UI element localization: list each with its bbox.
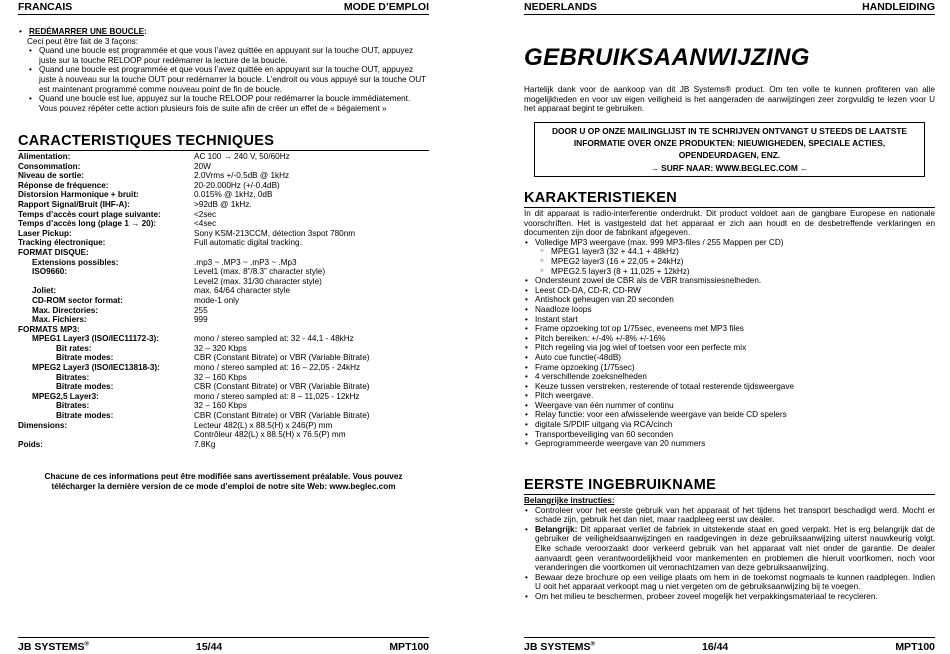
list-item: [524, 525, 935, 573]
spec-value: <2sec: [194, 209, 217, 219]
spec-label: Max. Directories:: [32, 305, 98, 315]
features-intro: In dit apparaat is radio-interferentie onderdrukt. Dit product voldoet aan de gangbare Europese en nationale voorschriften. Het is vastgesteld dat het apparaat er zich aan houdt en de desbetreffende verklaringen en documenten zijn door de fabrikant afgegeven.: [524, 209, 935, 238]
spec-label: Bitrate modes:: [56, 353, 114, 363]
page-number: 15/44: [196, 641, 223, 653]
list-item: ○ MPEG1 layer3 (32 + 44,1 + 48kHz): [535, 247, 935, 257]
spec-value: Full automatic digital tracking.: [194, 238, 302, 248]
spec-label: ISO9660:: [32, 267, 68, 277]
spec-label: Alimentation:: [18, 152, 71, 161]
spec-label: Joliet:: [32, 286, 57, 296]
list-item: • Antishock geheugen van 20 seconden: [524, 295, 935, 305]
language-label: FRANCAIS: [18, 1, 73, 13]
spec-row: [18, 306, 429, 316]
list-item: • Quand une boucle est programmée et que vous l’avez quittée en appuyant sur la touche OUT, appuyez juste sur la touche RELOOP pour redémarrer la lecture de la boucle.: [28, 46, 429, 65]
list-item: • Pitch regeling via jog wiel of toetsen voor een perfecte mix: [524, 343, 935, 353]
spec-row: [18, 248, 429, 258]
reloop-intro: Ceci peut être fait de 3 façons:: [27, 36, 139, 46]
spec-value: 20-20.000Hz (+/-0.4dB): [194, 180, 280, 190]
list-item: • 4 verschillende zoeksnelheden: [524, 372, 935, 382]
list-item: [524, 592, 935, 602]
spec-row: [18, 401, 429, 411]
item-bold-lead: Belangrijk:: [535, 524, 578, 534]
features-section: [524, 190, 935, 449]
spec-label: Temps d’accès court plage suivante:: [18, 209, 161, 219]
spec-row: [18, 421, 429, 431]
item-text: Bewaar deze brochure op een veilige plaats om hem in de toekomst nogmaals te kunnen raadplegen. Indien U ooit het apparaat verkoopt mag u niet vergeten om de gebruiksaanwijzing bij te voegen.: [535, 572, 935, 592]
spec-label: Bitrate modes:: [56, 411, 114, 421]
spec-label: Distorsion Harmonique + bruit:: [18, 190, 139, 200]
mpeg-sublist: [524, 247, 935, 276]
language-label: NEDERLANDS: [524, 1, 597, 13]
footer-model: MPT100: [389, 641, 429, 653]
spec-value: 32 – 320 Kbps: [194, 343, 247, 353]
features-title: KARAKTERISTIEKEN: [524, 190, 935, 208]
spec-label: MPEG2,5 Layer3:: [32, 391, 99, 401]
spec-value: 2.0Vrms +/-0.5dB @ 1kHz: [194, 171, 290, 181]
spec-label: MPEG2 Layer3 (ISO/IEC13818-3):: [32, 363, 160, 373]
spec-label: Rapport Signal/Bruit (IHF-A):: [18, 199, 130, 209]
spec-value: <4sec: [194, 219, 217, 229]
spec-row: [18, 353, 429, 363]
spec-row: [18, 334, 429, 344]
spec-value: mono / stereo sampled at: 16 – 22,05 - 24kHz: [194, 363, 361, 373]
spec-label: Réponse de fréquence:: [18, 180, 109, 190]
spec-label: FORMATS MP3:: [18, 324, 80, 334]
spec-value: CBR (Constant Bitrate) or VBR (Variable Bitrate): [194, 411, 370, 421]
list-item: • Transportbeveiliging van 60 seconden: [524, 430, 935, 440]
left-page-header: [18, 0, 429, 15]
manual-label: MODE D’EMPLOI: [343, 1, 429, 13]
spec-row: [18, 162, 429, 172]
spec-label: Max. Fichiers:: [32, 315, 87, 325]
spec-label: FORMAT DISQUE:: [18, 247, 89, 257]
page-number: 16/44: [702, 641, 729, 653]
list-item: • Frame opzoeking tot op 1/75sec, eveneens met MP3 files: [524, 324, 935, 334]
list-item: • Weergave van één nummer of continu: [524, 401, 935, 411]
list-item: [524, 573, 935, 592]
list-item: • Auto cue functie(-48dB): [524, 353, 935, 363]
spec-row: [18, 200, 429, 210]
spec-row: [18, 219, 429, 229]
spec-label: Dimensions:: [18, 420, 68, 430]
list-item: ○ MPEG2.5 layer3 (8 + 11,025 + 12kHz): [535, 267, 935, 277]
spec-value: mono / stereo sampled at: 8 – 11,025 - 12kHz: [194, 391, 360, 401]
left-page-footer: [18, 637, 429, 654]
spec-row: [18, 373, 429, 383]
spec-value: Contrôleur 482(L) x 88.5(H) x 76.5(P) mm: [194, 430, 346, 440]
reloop-title: REDÉMARRER UNE BOUCLE: [29, 27, 145, 36]
spec-row: [18, 238, 429, 248]
spec-value: Sony KSM-213CCM, détection 3spot 780nm: [194, 228, 356, 238]
list-item: • Frame opzoeking (1/75sec): [524, 363, 935, 373]
spec-value: AC 100 → 240 V, 50/60Hz: [194, 152, 290, 161]
spec-row: [18, 267, 429, 277]
spec-label: Bit rates:: [56, 343, 92, 353]
list-item: • Quand une boucle est lue, appuyez sur la touche RELOOP pour redémarrer la boucle immédiatement. Vous pouvez répéter cette action plusieurs fois de suite afin de créer un effet de « bégaiement »: [28, 94, 429, 113]
spec-value: >92dB @ 1kHz.: [194, 199, 252, 209]
spec-row: [18, 344, 429, 354]
mailing-list-box: [534, 122, 925, 177]
footer-brand: JB SYSTEMS®: [18, 641, 89, 653]
first-use-title: EERSTE INGEBRUIKNAME: [524, 477, 935, 495]
reloop-title-item: • REDÉMARRER UNE BOUCLE:: [18, 27, 429, 37]
specs-table: [18, 152, 429, 449]
intro-text: Hartelijk dank voor de aankoop van dit JB Systems® product. Om ten volle te kunnen profiteren van alle mogelijkheden en voor uw eigen veiligheid is het aangeraden de aanwijzingen zeer zorgvuldig te lezen voor U het apparaat begint te gebruiken.: [524, 85, 935, 114]
spec-label: Poids:: [18, 439, 44, 449]
spec-value: CBR (Constant Bitrate) or VBR (Variable Bitrate): [194, 382, 370, 392]
spec-value: CBR (Constant Bitrate) or VBR (Variable Bitrate): [194, 353, 370, 363]
instructions-list: [524, 506, 935, 602]
specs-section: [18, 133, 429, 449]
spec-label: MPEG1 Layer3 (ISO/IEC11172-3):: [32, 334, 159, 344]
footer-brand: JB SYSTEMS®: [524, 641, 595, 653]
spec-row: [18, 181, 429, 191]
spec-label: Bitrate modes:: [56, 382, 114, 392]
spec-value: 999: [194, 315, 208, 325]
spec-label: Temps d’accès long (plage 1 → 20):: [18, 219, 157, 229]
spec-row: [18, 325, 429, 335]
spec-row: [18, 190, 429, 200]
spec-value: Level2 (max. 31/30 character style): [194, 276, 322, 286]
page-title: GEBRUIKSAANWIJZING: [524, 44, 810, 71]
list-item: • Geprogrammeerde weergave van 20 nummers: [524, 439, 935, 449]
spec-row: [18, 171, 429, 181]
spec-value: 255: [194, 305, 208, 315]
list-item: • Volledige MP3 weergave (max. 999 MP3-files / 255 Mappen per CD): [524, 238, 935, 248]
left-page: [18, 0, 429, 654]
spec-label: Niveau de sortie:: [18, 171, 84, 181]
list-item: ○ MPEG2 layer3 (16 + 22,05 + 24kHz): [535, 257, 935, 267]
spec-value: mono / stereo sampled at: 32 - 44,1 - 48kHz: [194, 334, 354, 344]
spec-value: .mp3 ~ .MP3 ~ .mP3 ~ .Mp3: [194, 257, 297, 267]
spec-row: [18, 152, 429, 162]
list-item: • Relay functie: voor een afwisselende weergave van beide CD spelers: [524, 410, 935, 420]
list-item: • Keuze tussen verstreken, resterende of totaal resterende tijdsweergave: [524, 382, 935, 392]
list-item: • Pitch bereiken: +/-4% +/-8% +/-16%: [524, 334, 935, 344]
spec-row: [18, 411, 429, 421]
spec-row: [18, 315, 429, 325]
spec-row: [18, 440, 429, 450]
spec-value: 32 – 160 Kbps: [194, 372, 247, 382]
spec-label: Bitrates:: [56, 372, 90, 382]
list-item: • Quand une boucle est programmée et que vous l’avez quittée en appuyant sur la touche OUT, appuyez juste à nouveau sur la touche OUT pour redémarrer la boucle. L’endroit ou vous appuyé sur la touche OUT est maintenant programmé comme nouveau point de fin de boucle.: [28, 65, 429, 94]
spec-row: [18, 258, 429, 268]
list-item: • Leest CD-DA, CD-R, CD-RW: [524, 286, 935, 296]
list-item: • Ondersteunt zowel de CBR als de VBR transmissiesnelheden.: [524, 276, 935, 286]
important-heading: Belangrijke instructies:: [524, 496, 615, 505]
spec-row: [18, 430, 429, 440]
manual-label: HANDLEIDING: [862, 1, 935, 13]
website-link[interactable]: → SURF NAAR: WWW.BEGLEC.COM ←: [650, 162, 809, 173]
right-page-footer: [524, 637, 935, 654]
spec-label: Consommation:: [18, 161, 81, 171]
list-item: [524, 506, 935, 525]
specs-title: CARACTERISTIQUES TECHNIQUES: [18, 133, 429, 151]
spec-row: [18, 382, 429, 392]
right-page: [524, 0, 935, 654]
right-page-header: [524, 0, 935, 15]
spec-value: mode-1 only: [194, 295, 240, 305]
spec-label: Laser Pickup:: [18, 228, 72, 238]
spec-label: Bitrates:: [56, 401, 90, 411]
spec-label: Tracking électronique:: [18, 238, 106, 248]
spec-row: [18, 286, 429, 296]
update-notice: Chacune de ces informations peut être modifiée sans avertissement préalable. Vous pouvez télécharger la dernière version de ce mode d’emploi de notre site Web: www.beglec.com: [44, 472, 403, 491]
item-text: Controleer voor het eerste gebruik van het apparaat of het tijdens het transport beschadigd werd. Mocht er schade zijn, gebruik het dan niet, maar raadpleeg eerst uw dealer.: [535, 505, 935, 525]
spec-row: [18, 296, 429, 306]
spec-row: [18, 277, 429, 287]
spec-label: Extensions possibles:: [32, 257, 119, 267]
spec-row: [18, 363, 429, 373]
list-item: • Naadloze loops: [524, 305, 935, 315]
reloop-list: [18, 46, 429, 113]
list-item: • Instant start: [524, 315, 935, 325]
spec-row: [18, 392, 429, 402]
spec-value: Lecteur 482(L) x 88.5(H) x 246(P) mm: [194, 420, 333, 430]
list-item: • Pitch weergave.: [524, 391, 935, 401]
spec-row: [18, 229, 429, 239]
features-list: [524, 238, 935, 248]
item-text: Dit apparaat verliet de fabriek in uitstekende staat en goed verpakt. Het is erg belangrijk dat de gebruiker de veiligheidsaanwijzingen en raadgevingen in deze gebruiksaanwijzing uiterst nauwkeurig volgt. Elke schade veroorzaakt door verkeerd gebruik van het apparaat valt niet onder de garantie. De dealer aanvaardt geen verantwoordelijkheid voor mankementen en problemen die hieruit voortkomen, noch voor veranderingen die voortkomen uit veronachtzamen van deze gebruiksaanwijzing.: [535, 524, 935, 573]
first-use-section: [524, 477, 935, 602]
item-text: Om het milieu te beschermen, probeer zoveel mogelijk het verpakkingsmateriaal te recycleren.: [535, 591, 878, 601]
spec-value: max. 64/64 character style: [194, 286, 291, 296]
mailing-list-text: DOOR U OP ONZE MAILINGLIJST IN TE SCHRIJVEN ONTVANGT U STEEDS DE LAATSTE INFORMATIE OVER ONZE PRODUKTEN: NIEUWIGHEDEN, SPECIALE ACTIES, OPENDEURDAGEN, ENZ.: [551, 126, 908, 161]
features-list-continued: [524, 276, 935, 449]
reloop-section: [18, 27, 429, 113]
spec-row: [18, 210, 429, 220]
footer-model: MPT100: [895, 641, 935, 653]
spec-label: CD-ROM sector format:: [32, 295, 123, 305]
spec-value: 7.8Kg: [194, 439, 216, 449]
spec-value: 20W: [194, 161, 211, 171]
spec-value: 32 – 160 Kbps: [194, 401, 247, 411]
list-item: • digitale S/PDIF uitgang via RCA/cinch: [524, 420, 935, 430]
spec-value: 0.015% @ 1kHz, 0dB: [194, 190, 273, 200]
spec-value: Level1 (max. 8”/8.3” character style): [194, 267, 326, 277]
